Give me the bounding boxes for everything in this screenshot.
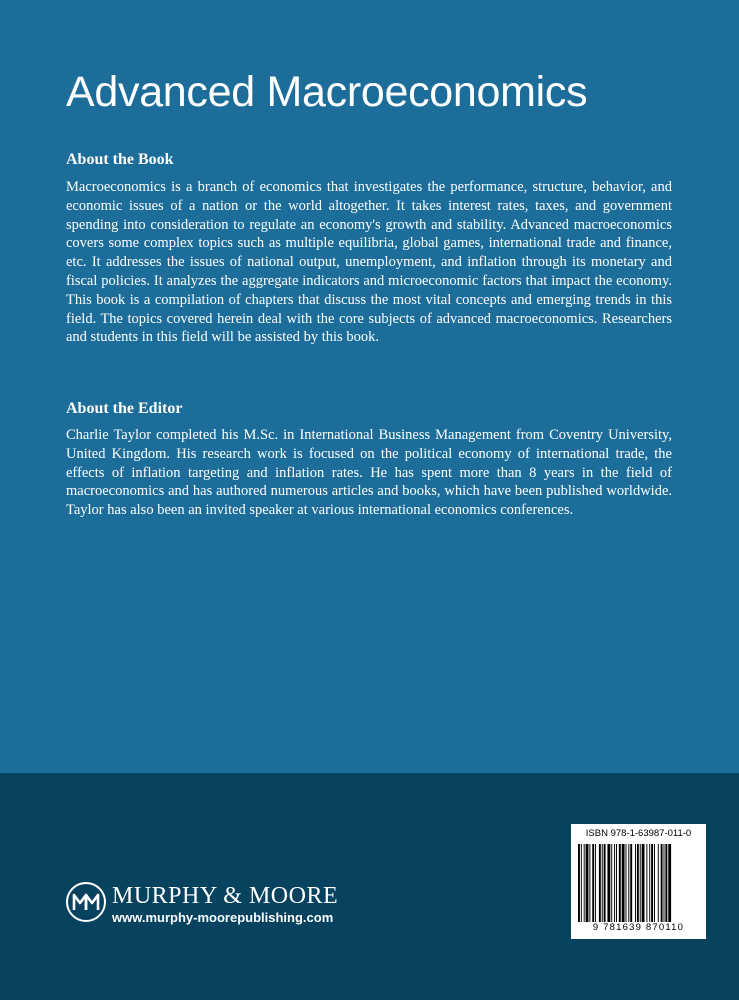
publisher-logo-icon xyxy=(66,882,106,922)
about-editor-text: Charlie Taylor completed his M.Sc. in International Business Management from Coventry University, United Kingdom. His research work is focused on the political economy of international trade, the effects of inflation targeting and inflation rates. He has spent more than 8 years in the field of macroeconomics and has authored numerous articles and books, which have been published worldwide. Taylor has also been an invited speaker at various international economics conferences. xyxy=(66,427,672,519)
barcode-bar xyxy=(651,844,653,922)
barcode-bar xyxy=(668,844,671,922)
barcode-bar xyxy=(665,844,667,922)
barcode-bar xyxy=(646,844,647,922)
barcode-digits: 9 781639 870110 xyxy=(592,922,685,933)
barcode-bar xyxy=(592,844,594,922)
isbn-label: ISBN 978-1-63987-011-0 xyxy=(585,828,692,839)
barcode-bars xyxy=(577,844,700,922)
isbn-barcode xyxy=(571,824,706,939)
barcode-bar xyxy=(607,844,610,922)
barcode-bar xyxy=(658,844,659,922)
barcode-bar xyxy=(616,844,617,922)
barcode-bar xyxy=(637,844,639,922)
about-editor-heading: About the Editor xyxy=(66,400,183,417)
about-book-text: Macroeconomics is a branch of economics that investigates the performance, structure, behavior, and economic issues of a nation or the world altogether. It takes interest rates, taxes, and government spending into consideration to regulate an economy's growth and stability. Advanced macroeconomics covers some complex topics such as multiple equilibria, global games, international trade and finance, etc. It addresses the issues of national output, unemployment, and inflation through its monetary and fiscal policies. It analyzes the aggregate indicators and microeconomic factors that impact the economy. This book is a compilation of chapters that discuss the most vital concepts and emerging trends in this field. The topics covered herein deal with the core subjects of advanced macroeconomics. Researchers and students in this field will be assisted by this book. xyxy=(66,179,672,346)
barcode-bar xyxy=(595,844,596,922)
barcode-bar xyxy=(661,844,663,922)
publisher-logo xyxy=(66,882,366,932)
barcode-bar xyxy=(586,844,589,922)
barcode-bar xyxy=(626,844,627,922)
barcode-bar xyxy=(649,844,650,922)
publisher-name: MURPHY & MOORE xyxy=(112,883,339,909)
about-book-heading: About the Book xyxy=(66,151,174,168)
barcode-bar xyxy=(604,844,606,922)
barcode-bar xyxy=(619,844,621,922)
barcode-bar xyxy=(602,844,603,922)
barcode-bar xyxy=(622,844,625,922)
barcode-bar xyxy=(664,844,665,922)
barcode-bar xyxy=(614,844,615,922)
book-title: Advanced Macroeconomics xyxy=(66,68,588,116)
barcode-bar xyxy=(654,844,655,922)
barcode-bar xyxy=(599,844,601,922)
publisher-website: www.murphy-moorepublishing.com xyxy=(112,910,334,925)
barcode-bar xyxy=(581,844,582,922)
barcode-bar xyxy=(635,844,636,922)
barcode-bar xyxy=(589,844,590,922)
barcode-bar xyxy=(630,844,632,922)
barcode-bar xyxy=(640,844,641,922)
barcode-bar xyxy=(584,844,585,922)
barcode-bar xyxy=(578,844,580,922)
barcode-bar xyxy=(642,844,645,922)
barcode-bar xyxy=(628,844,629,922)
barcode-bar xyxy=(611,844,612,922)
